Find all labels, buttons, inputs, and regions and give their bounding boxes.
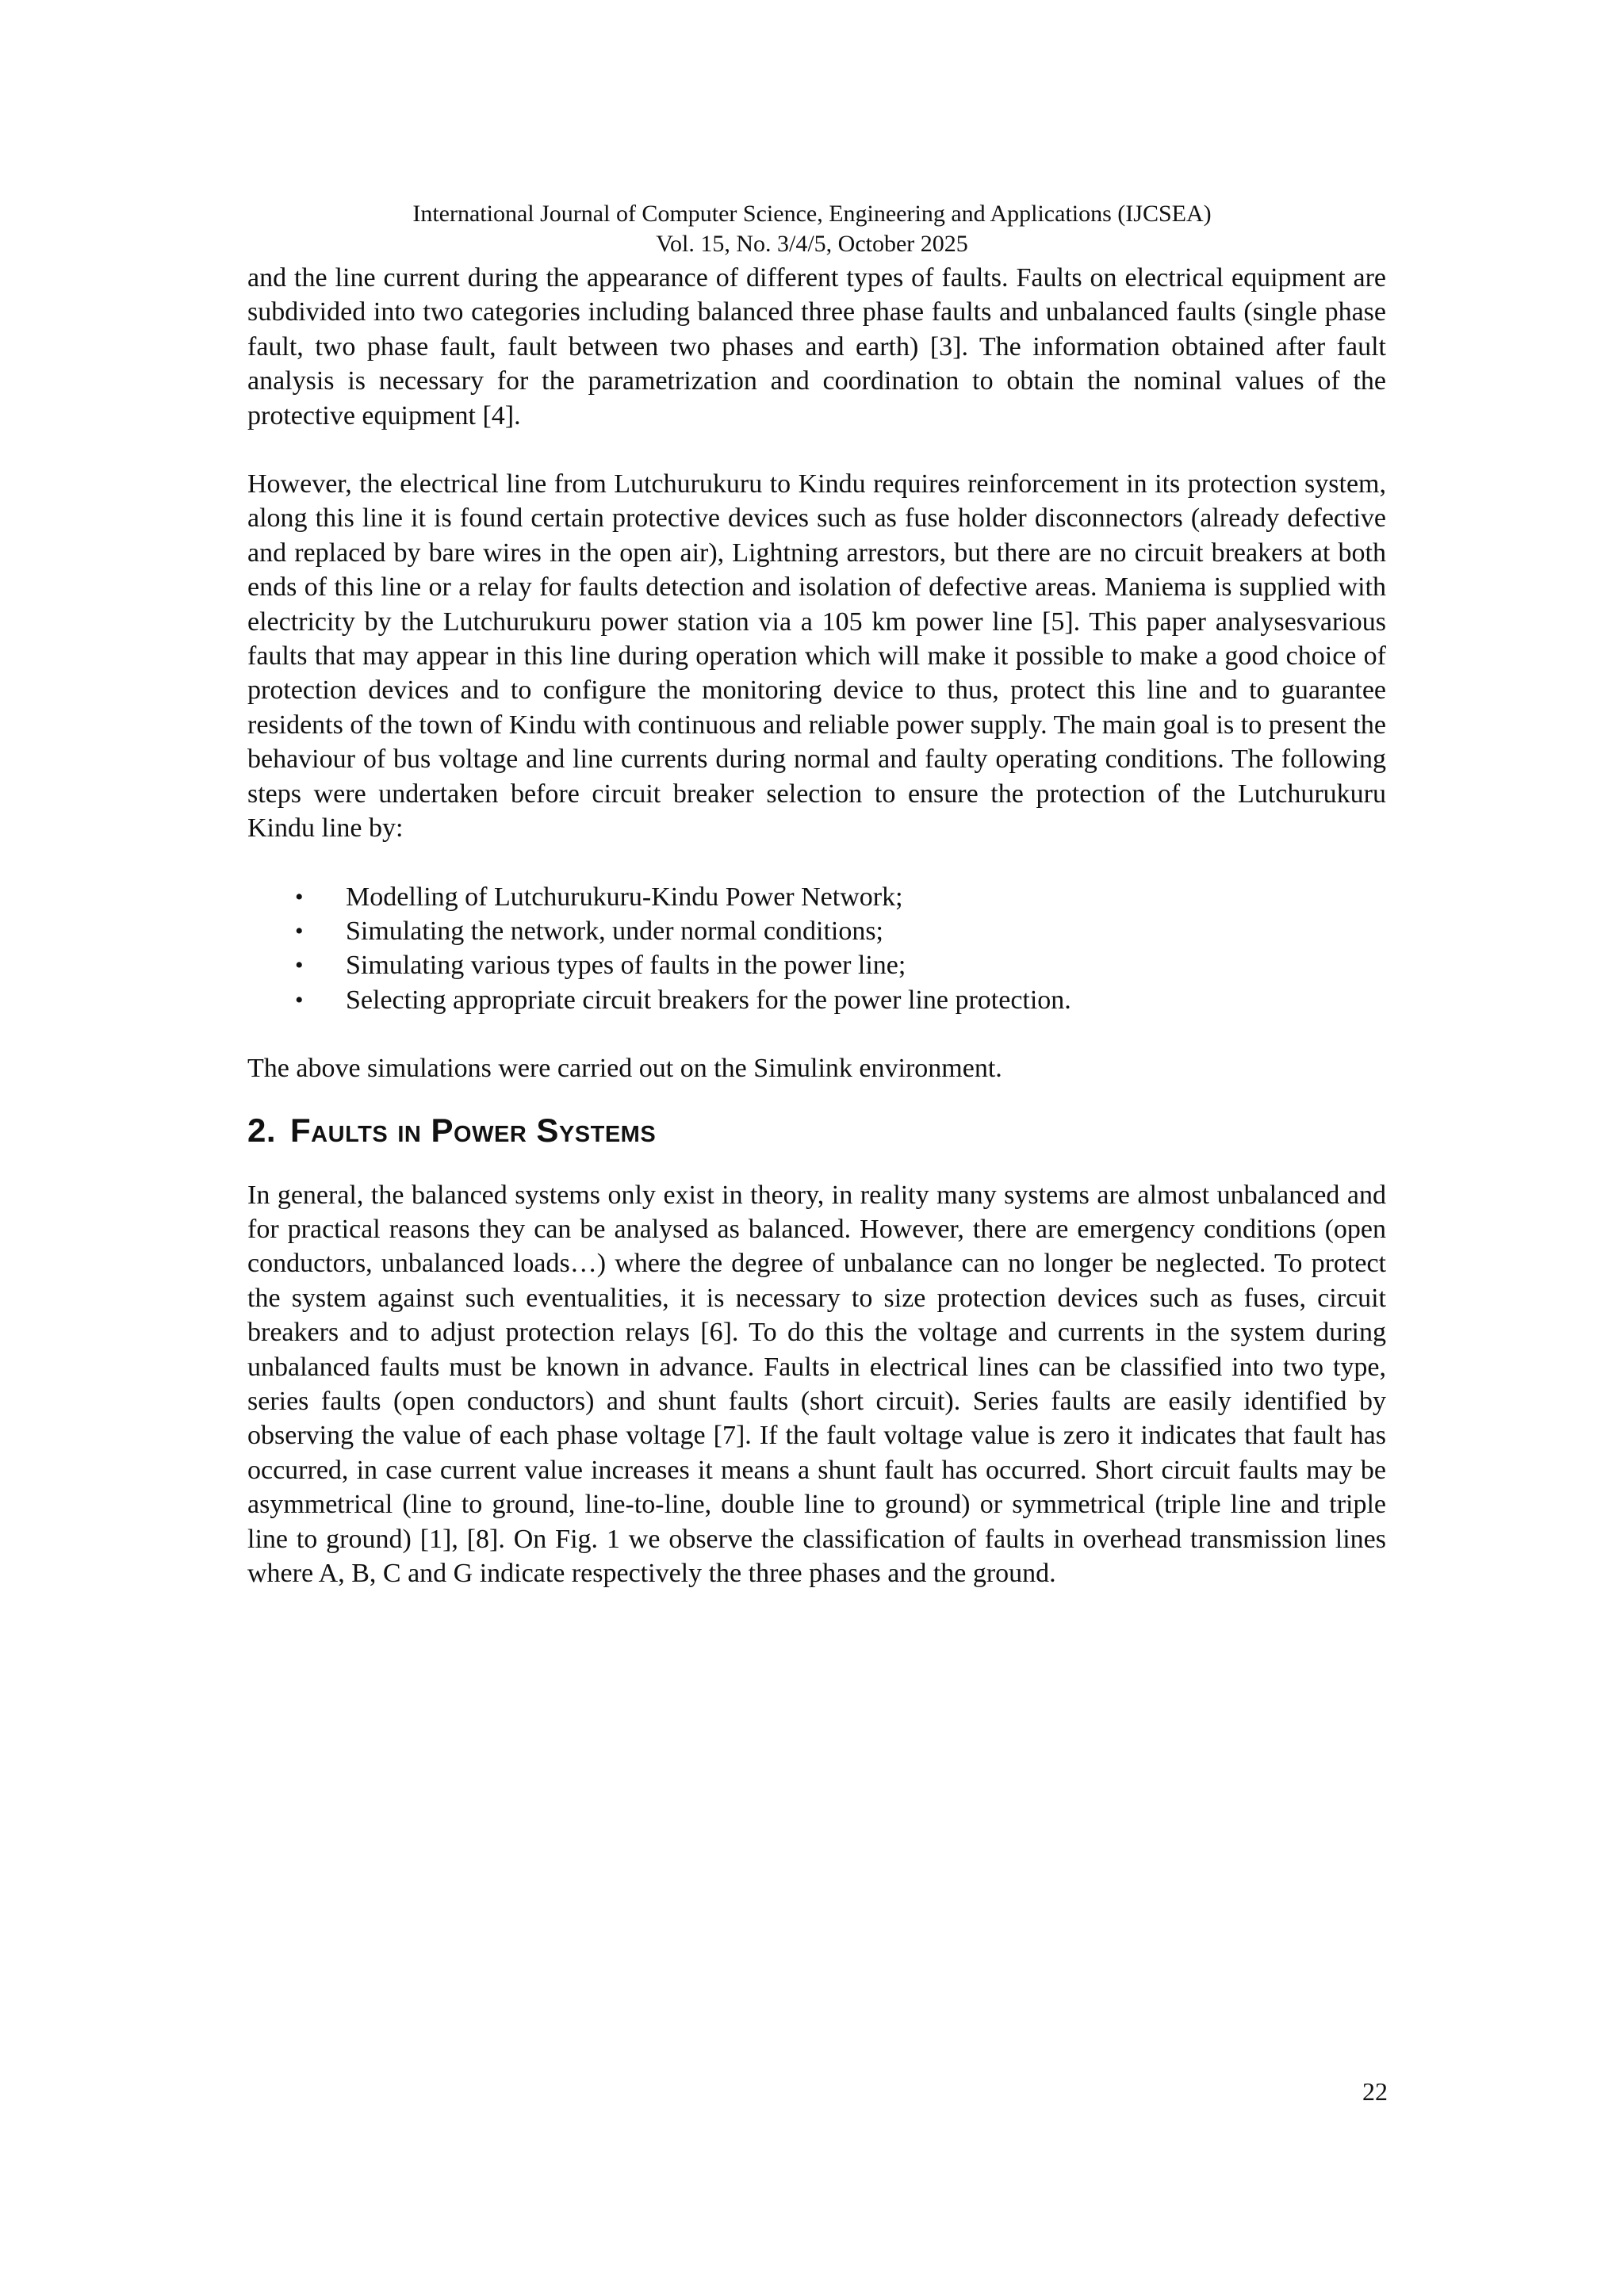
list-item-text: Modelling of Lutchurukuru-Kindu Power Network; (346, 882, 903, 912)
list-item-text: Simulating the network, under normal conditions; (346, 916, 884, 946)
bullet-icon: • (295, 986, 304, 1013)
journal-header-issue: Vol. 15, No. 3/4/5, October 2025 (656, 231, 968, 257)
list-item (247, 948, 1386, 982)
section-number: 2. (247, 1111, 277, 1149)
bullet-icon: • (295, 917, 304, 944)
paragraph-simulink-note: The above simulations were carried out on the Simulink environment. (247, 1054, 1002, 1084)
list-item (247, 983, 1386, 1017)
list-item-text: Simulating various types of faults in the power line; (346, 951, 906, 981)
paragraph-intro-continued: and the line current during the appearance of different types of faults. Faults on electrical equipment are subdivided into two categories including balanced three phase faults and unbalanced faults (single phase fault, two phase fault, fault between two phases and earth) [3]. The information obtained after fault analysis is necessary for the parametrization and coordination to obtain the nominal values of the protective equipment [4]. (247, 263, 1386, 430)
journal-header-title: International Journal of Computer Science, Engineering and Applications (IJCSEA) (412, 201, 1212, 227)
paragraph-lutchurukuru-line: However, the electrical line from Lutchurukuru to Kindu requires reinforcement in its protection system, along this line it is found certain protective devices such as fuse holder disconnectors (already defective and replaced by bare wires in the open air), Lightning arrestors, but there are no circuit breakers at both ends of this line or a relay for faults detection and isolation of defective areas. Maniema is supplied with electricity by the Lutchurukuru power station via a 105 km power line [5]. This paper analysesvarious faults that may appear in this line during operation which will make it possible to make a good choice of protection devices and to configure the monitoring device to thus, protect this line and to guarantee residents of the town of Kindu with continuous and reliable power supply. The main goal is to present the behaviour of bus voltage and line currents during normal and faulty operating conditions. The following steps were undertaken before circuit breaker selection to ensure the protection of the Lutchurukuru Kindu line by: (247, 469, 1386, 844)
page-body (247, 261, 1386, 1590)
list-item (247, 880, 1386, 914)
list-item (247, 914, 1386, 948)
list-item-text: Selecting appropriate circuit breakers for the power line protection. (346, 985, 1071, 1015)
page-number: 22 (1362, 2077, 1388, 2106)
paragraph-faults-overview: In general, the balanced systems only exist in theory, in reality many systems are almost unbalanced and for practical reasons they can be analysed as balanced. However, there are emergency conditions (open conductors, unbalanced loads…) where the degree of unbalance can no longer be neglected. To protect the system against such eventualities, it is necessary to size protection devices such as fuses, circuit breakers and to adjust protection relays [6]. To do this the voltage and currents in the system during unbalanced faults must be known in advance. Faults in electrical lines can be classified into two type, series faults (open conductors) and shunt faults (short circuit). Series faults are easily identified by observing the value of each phase voltage [7]. If the fault voltage value is zero it indicates that fault has occurred, in case current value increases it means a shunt fault has occurred. Short circuit faults may be asymmetrical (line to ground, line-to-line, double line to ground) or symmetrical (triple line and triple line to ground) [1], [8]. On Fig. 1 we observe the classification of faults in overhead transmission lines where A, B, C and G indicate respectively the three phases and the ground. (247, 1180, 1386, 1588)
bullet-icon: • (295, 883, 304, 910)
section-heading (247, 1108, 1386, 1153)
steps-list (247, 880, 1386, 1018)
bullet-icon: • (295, 952, 304, 979)
section-title: Faults in Power Systems (290, 1111, 657, 1149)
